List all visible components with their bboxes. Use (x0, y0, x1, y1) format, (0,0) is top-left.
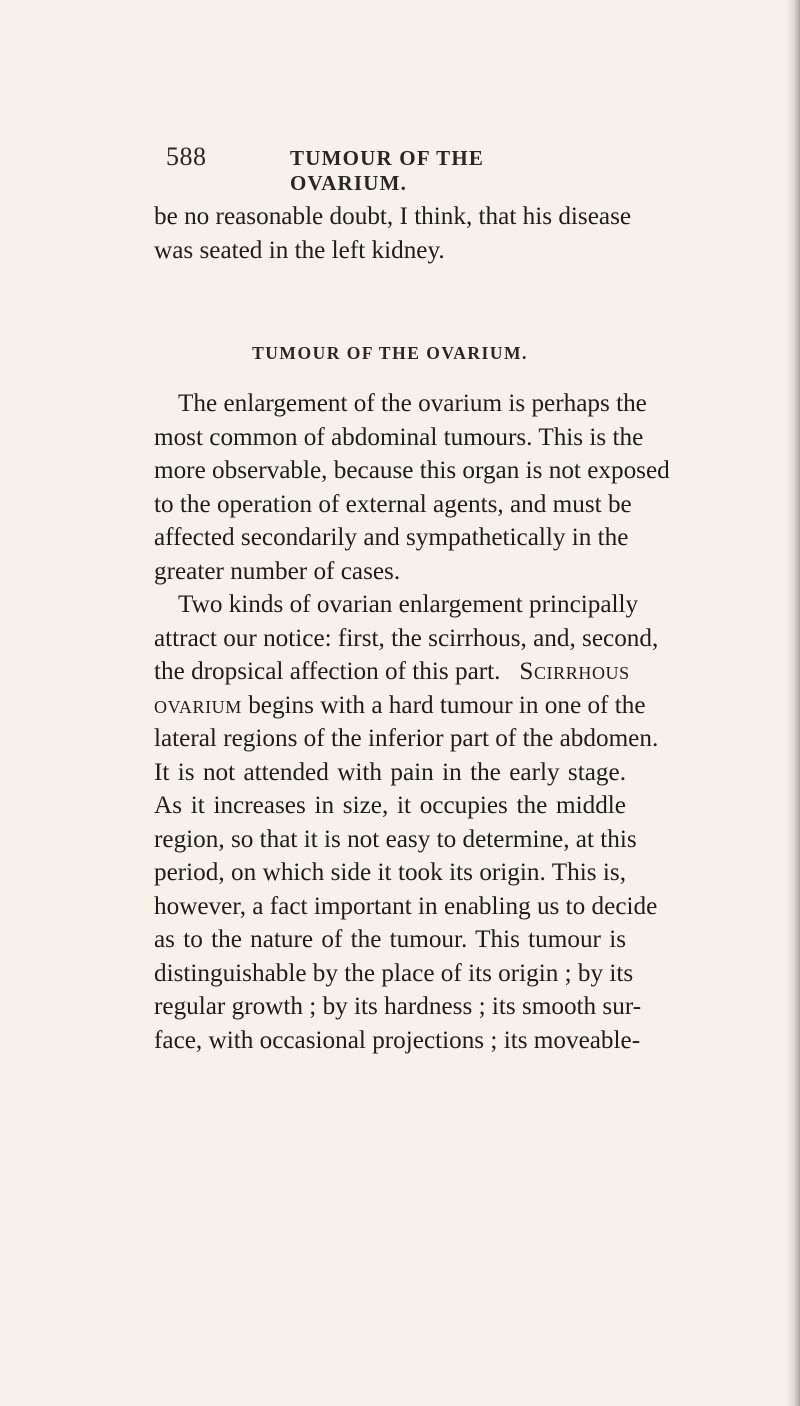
running-title: TUMOUR OF THE OVARIUM. (290, 146, 485, 195)
text-line: distinguishable by the place of its origin ; by its (154, 959, 634, 987)
text-line: face, with occasional projections ; its moveable- (154, 1026, 641, 1054)
text-line: The enlargement of the ovarium is perhaps the (178, 390, 647, 417)
text-line: period, on which side it took its origin. This is, (154, 859, 626, 886)
text-line (154, 655, 630, 689)
section-body (154, 387, 670, 1057)
text-line: most common of abdominal tumours. This is the (154, 423, 644, 451)
text-line: attract our notice: first, the scirrhous, and, second, (154, 624, 659, 652)
text-line: be no reasonable doubt, I think, that his disease (154, 203, 632, 230)
text-line: affected secondarily and sympathetically in the (154, 524, 629, 551)
text-line: greater number of cases. (154, 557, 401, 585)
text-line: As it increases in size, it occupies the middle (154, 792, 626, 819)
text-line: It is not attended with pain in the early stage. (154, 758, 626, 786)
text-line: regular growth ; by its hardness ; its smooth sur- (154, 993, 642, 1020)
text-line: however, a fact important in enabling us to decide (154, 892, 658, 920)
text-line (154, 689, 646, 723)
text-fragment: the dropsical affection of this part. (154, 658, 501, 685)
page-number: 588 (166, 142, 207, 171)
text-line: was seated in the left kidney. (154, 236, 445, 264)
text-line: more observable, because this organ is not exposed (154, 457, 670, 484)
text-line: lateral regions of the inferior part of the abdomen. (154, 725, 659, 752)
text-fragment: begins with a hard tumour in one of the (248, 691, 646, 719)
running-head (166, 142, 606, 195)
text-line: Two kinds of ovarian enlargement principally (178, 591, 639, 618)
term-ovarium: ovarium (154, 691, 242, 719)
page-edge-shadow (786, 0, 800, 1406)
text-line: to the operation of external agents, and must be (154, 490, 632, 518)
section-heading: TUMOUR OF THE OVARIUM. (252, 343, 528, 363)
text-line: region, so that it is not easy to determine, at this (154, 825, 637, 853)
text-line: as to the nature of the tumour. This tumour is (154, 926, 626, 953)
term-scirrhous: Scirrhous (519, 658, 630, 685)
continuation-text (154, 200, 632, 267)
